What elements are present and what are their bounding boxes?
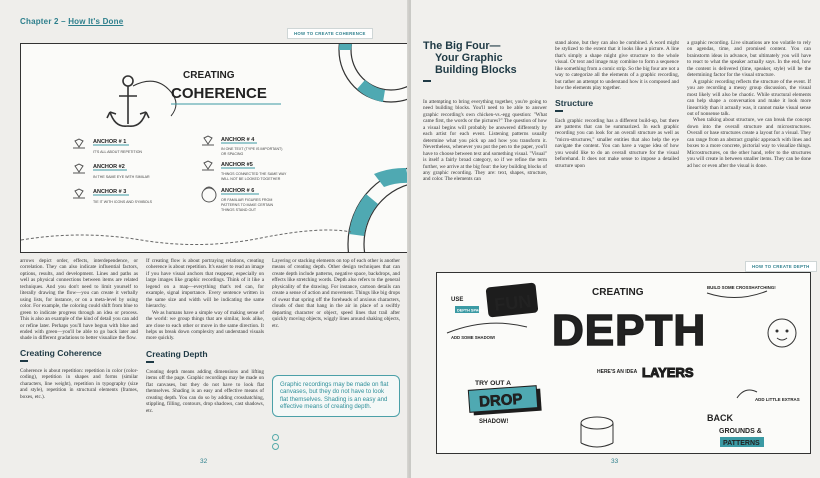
anchor-desc: IN ONE TEXT (TYPE IS IMPORTANT) [221,147,283,151]
anchor-label: ANCHOR # 6 [221,188,255,194]
heading-creating-coherence: Creating Coherence [20,347,102,358]
anchor-label: ANCHOR # 3 [93,189,127,195]
right-column-3 [687,40,811,169]
right-page [411,0,820,478]
art-label-add-shadow: ADD SOME SHADOW! [451,335,496,340]
paragraph: stand alone, but they can also be combined. A word might be stylized to the extent that it looks like a picture. A line that's simply a shape might give structure to the whole visual. Or text and image may combine to form a sequence like something from a comic strip. So the big four are not a way to categorize all the elements of a graphic recording, but rather an attempt to understand how it is composed and how the elements play together. [555,40,679,92]
art-label-depth: DEPTH [552,306,707,355]
paragraph: When talking about structure, we can break the concept down into the overall structure and microstructures. Overall or base structures create a layout for a visual. They can range from an abstract graphic approach with lines and boxes to a more concrete, pictorial way to visualize things. Microstructures, on the other hand, refer to the structures you will create in between smaller items. They can be done ad hoc or even after the visual is done. [687,117,811,169]
anchor-desc: OR FAMILIAR FIGURES FROM [221,198,273,202]
paragraph: Creating depth means adding dimensions and lifting items off the page. Graphic recordings may be made on flat canvases, but they do not have to look flat themselves. Shading is an easy and effective means of creating depth. You can do so by adding crosshatching, stippling, filling, contours, drop shadows, cast shadows, etc. [146,368,264,414]
depth-drawing [437,273,811,454]
heading-rule [423,80,431,82]
anchor-label: ANCHOR #5 [221,162,253,168]
heading-rule [555,110,563,112]
anchor-label: ANCHOR # 1 [93,139,127,145]
paragraph: a graphic recording. Live situations are too volatile to rely on agendas, time, and promised content. You can brainstorm ideas in advance, but ultimately you will have to react to what the speaker actually says. In the end, how the content is delivered (time, speaker, style) will be the determining factor for the visual structure. [687,40,811,79]
left-column-3 [272,258,400,329]
anchor-item-2 [73,164,150,179]
heading-line: Your Graphic [435,52,503,64]
anchor-item-3 [73,189,153,204]
paragraph: A graphic recording reflects the structure of the event. If you are recording a messy group discussion, the visual most likely will also be chaotic. While structural elements can help shape a conversation and make it look more linear/tidy than it actually was, it cannot make visual sense out of nonsense talk. [687,78,811,117]
lifebuoy-top-icon [339,44,409,102]
paragraph: Layering or stacking elements on top of each other is another means of creating depth. Other design techniques that can create depth include patterns, negative space, backdrops, and effects like stretching words. Depth also refers to the general physicality of the drawing. For instance, cartoon details can create a sense of action and movement. Things like big drops of sweat that spring off the foreheads of anxious characters, clouds of dust that hang in the air in place of a swiftly departing character or object, speed lines that trail after quickly moving objects, wiggly lines around shaking objects, etc. [272,258,400,329]
art-label-depth-space: DEPTH SPACE [457,308,484,313]
art-label-grounds: GROUNDS & [719,428,762,435]
art-label-creating: CREATING [592,287,644,298]
heading-structure: Structure [555,97,594,108]
anchor-item-4 [202,136,282,156]
heading-big-four [423,40,537,76]
anchor-item-6 [202,187,274,212]
anchor-label: ANCHOR #2 [93,164,125,170]
anchor-desc: IT'S ALL ABOUT REPETITION [93,150,143,154]
art-label-drop: DROP [478,390,523,411]
circle-icon [272,443,279,450]
left-page [0,0,409,478]
art-label-crosshatching: BUILD SOME CROSSHATCHING! [707,285,776,290]
anchor-icon [107,76,176,126]
anchor-desc: TIE IT WITH ICONS AND SYMBOLS [93,200,153,204]
paragraph: arrows depict order, effects, interdependence, or correlation. They can also indicate influential factors, options, results, and development. Lines and paths as well as physical connections between items are related techniques. And you don't need to limit yourself to literally drawing the flow—you can create it verbally using lists, for instance, or on a meta-level by using color. For example, the coloring could shift from blue to green to indicate progress through an idea or process. This is also an example of the kind of detail you can add or refine later. Perhaps you'll have begun with blue and ended with green—you'll be able to go back later and shade in different gradations to better visualize the flow. [20,258,138,342]
page-number-right: 33 [611,458,619,465]
heading-rule [20,360,28,362]
paragraph: If creating flow is about portraying relations, creating coherence is about repetition. It's easier to read an image if you have visual anchors that reappear, especially on large images like graphic recordings. Think of it like a legend on a map—everything that's red can, for example, signal importance. Every sentence written in the same size and width will be indicating the same hierarchy. [146,258,264,310]
right-column-2 [555,40,679,169]
right-column-1 [423,99,547,183]
art-label-back: BACK [707,413,733,423]
heading-rule [146,361,154,363]
page-number-left: 32 [200,458,208,465]
left-column-1 [20,258,138,400]
paragraph: Each graphic recording has a different build-up, but there are patterns that can be summarized. In each graphic recording you can look for an overall structure as well as "micro-structures," smaller entities that also help the eye navigate the content. You can have a vague idea of how you would like to do an overall structure for the visual beforehand. It does not make sense to impose a detailed structure upon [555,117,679,169]
decorative-circles [272,434,279,452]
chapter-heading [20,17,123,26]
left-column-2 [146,258,264,414]
heading-line: Building Blocks [435,64,517,76]
depth-illustration [436,272,811,454]
anchor-label: ANCHOR # 4 [221,137,255,143]
art-label-try-out: TRY OUT A [475,380,511,387]
chapter-link[interactable]: How It's Done [68,17,124,26]
heading-creating-depth: Creating Depth [146,348,208,359]
art-label-patterns: PATTERNS [723,440,760,447]
coherence-drawing [21,44,409,253]
anchor-desc: THINGS CONNECTED THE SAME WAY [221,172,287,176]
art-label-idea: HERE'S AN IDEA [597,369,638,375]
anchor-desc: OR SPACING [221,152,244,156]
paragraph: We as humans have a simple way of making sense of the world: we group things that are similar, look alike, are close to each other or move in the same direction. It helps us break down complexity and understand visuals more quickly. [146,309,264,342]
anchor-desc: THINGS STAND OUT [221,208,257,212]
circle-icon [272,434,279,441]
anchor-item-1 [73,139,142,154]
anchor-desc: PATTERNS TO MAKE CERTAIN [221,203,274,207]
big-four-heading-block [423,40,537,88]
lifebuoy-bottom-icon [348,166,409,253]
art-title-creating: CREATING [183,70,235,81]
paragraph: Coherence is about repetition: repetition in color (color-coding), repetition in shapes and forms (similar characters, line weight), repetition in typography (size and style), repetition in structural elements (frames, boxes, etc.). [20,367,138,400]
art-label-shadow: SHADOW! [479,419,509,425]
coherence-illustration [20,43,409,253]
art-label-fun: FUN [493,291,533,315]
anchor-item-5 [202,161,287,181]
anchor-desc: IN THE SAME EYE WITH SIMILAR [93,175,150,179]
depth-tag: HOW TO CREATE DEPTH [745,261,817,272]
art-label-extras: ADD LITTLE EXTRAS [755,397,800,402]
anchor-desc: WILL NOT BE LOOKED TOGETHER [221,177,281,181]
art-title-coherence: COHERENCE [171,85,267,102]
art-label-use: USE [451,297,464,303]
coherence-tag: HOW TO CREATE COHERENCE [287,28,373,39]
heading-line: The Big Four— [423,40,501,52]
art-label-layers: LAYERS [642,365,694,380]
paragraph: In attempting to bring everything together, you're going to need building blocks. You'll need to be able to answer graphic recording's own chicken-vs.-egg question: "What came first, the words or the pictures?" The question of how a visual begins will probably be answered differently by each artist for each event. Listening patterns usually determine what you pick up and how you transform it. Nevertheless, whenever you put the pen to the paper, you'll have to choose between text and something visual. "Visual" is itself a fairly broad category, so if we refine the term further, we arrive at the big four: the key building blocks of any graphic recording. They are: text, shapes, structure, and color. The elements can [423,99,547,183]
pull-quote: Graphic recordings may be made on flat canvases, but they do not have to look flat themselves. Shading is an easy and effective means of creating depth. [272,375,400,417]
chapter-label: Chapter 2 – [20,17,69,26]
